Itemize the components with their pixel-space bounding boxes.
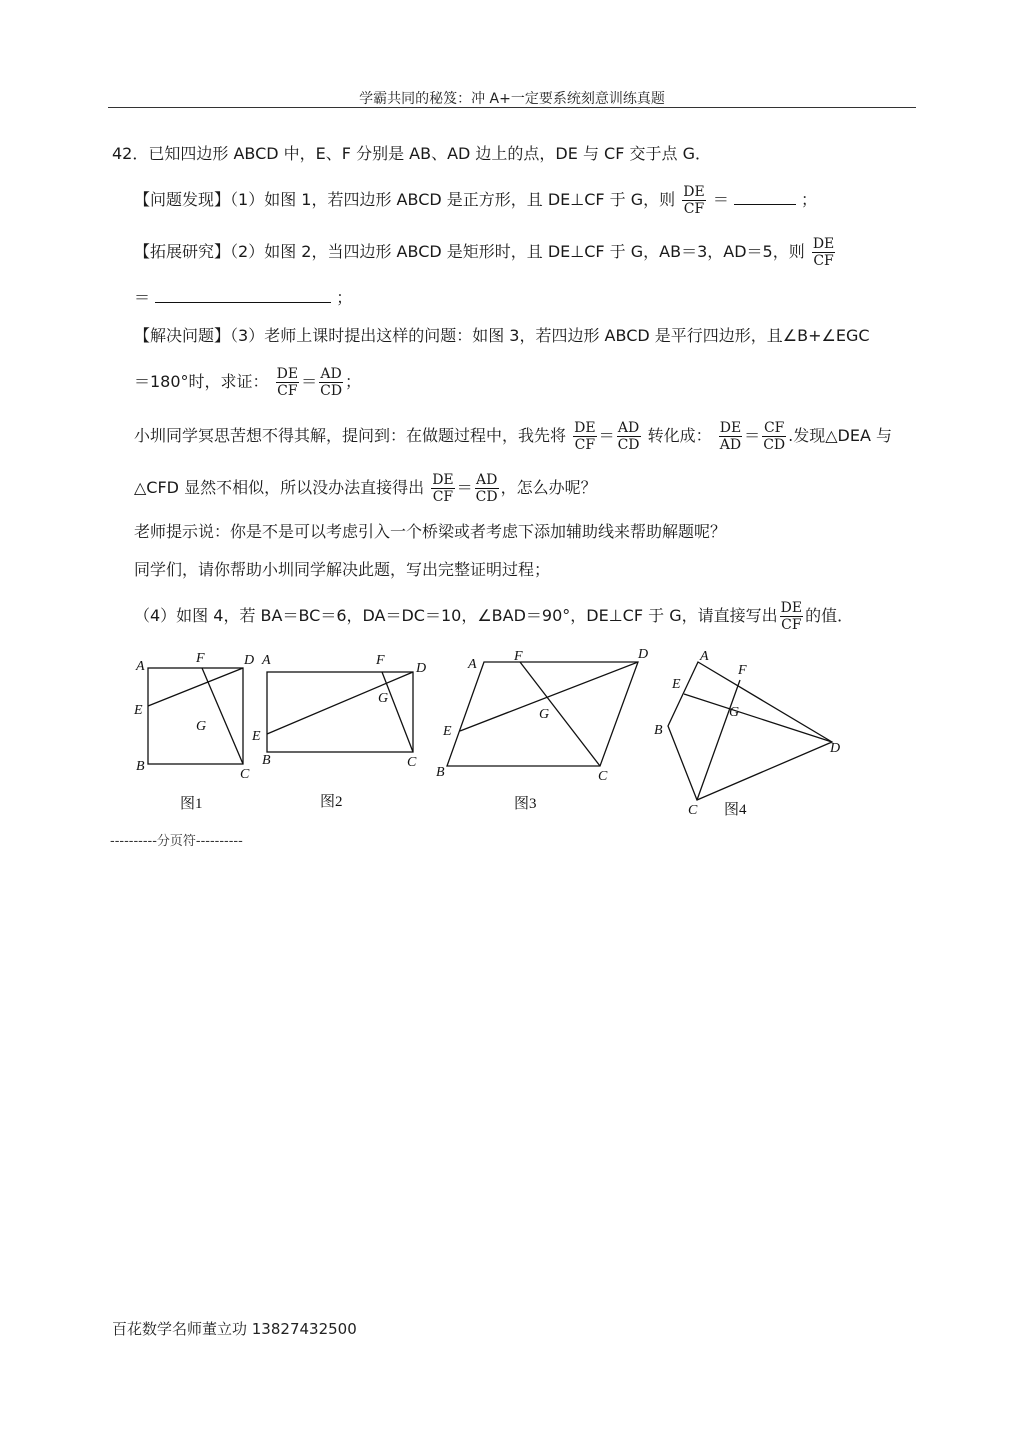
fig4-label-d: D	[830, 741, 841, 756]
fig2-label-g: G	[378, 691, 389, 706]
part4-text: （4）如图 4，若 BA＝BC＝6，DA＝DC＝10，∠BAD＝90°，DE⊥CF 于 G，请直接写出	[134, 606, 778, 625]
part3-text: （3）老师上课时提出这样的问题：如图 3，若四边形 ABCD 是平行四边形，且∠B+∠EGC	[230, 326, 870, 345]
fraction-de-cf: $\frac{DE}{CF}$	[276, 366, 299, 399]
part2-answer-line	[134, 286, 352, 310]
part1-line	[134, 184, 817, 217]
student-text-5: ，怎么办呢？	[500, 478, 597, 497]
fig2-label-c: C	[407, 755, 417, 770]
fig4-label-g: G	[729, 705, 740, 720]
equals-sign: ＝	[456, 478, 473, 497]
fig1-line-de	[148, 668, 243, 706]
part2-tail: ；	[336, 288, 353, 307]
fraction-ad-cd: $\frac{AD}{CD}$	[617, 420, 640, 453]
part1-tail: ；	[801, 190, 818, 209]
teacher-hint: 老师提示说：你是不是可以考虑引入一个桥梁或者考虑下添加辅助线来帮助解题呢？	[134, 522, 727, 541]
fig3-caption: 图3	[514, 796, 537, 812]
student-text-3: .发现△DEA 与	[788, 426, 892, 445]
fig2-line-cf	[382, 672, 413, 752]
fraction-ad-cd: $\frac{AD}{CD}$	[475, 472, 498, 505]
student-line-1	[134, 420, 892, 453]
fraction-ad-cd: $\frac{AD}{CD}$	[320, 366, 343, 399]
fraction-de-cf: $\frac{DE}{CF}$	[780, 600, 803, 633]
fraction-de-cf: $\frac{DE}{CF}$	[812, 236, 835, 269]
fig3-label-e: E	[443, 724, 452, 739]
fig1-caption: 图1	[180, 796, 203, 812]
fig2-rectangle	[267, 672, 413, 752]
fig3-label-a: A	[468, 657, 477, 672]
fig4-label-b: B	[654, 723, 663, 738]
fig2-label-a: A	[262, 653, 271, 668]
equals-sign: ＝	[744, 426, 761, 445]
part3-tag: 【解决问题】	[134, 326, 231, 345]
part4-tail: 的值．	[805, 606, 854, 625]
fig3-label-b: B	[436, 765, 445, 780]
fig2-label-f: F	[376, 653, 385, 668]
part2-text: （2）如图 2，当四边形 ABCD 是矩形时，且 DE⊥CF 于 G，AB＝3，AD＝5，则	[230, 242, 805, 261]
part4-line	[134, 600, 853, 633]
part1-text: （1）如图 1，若四边形 ABCD 是正方形，且 DE⊥CF 于 G，则	[230, 190, 676, 209]
student-line-2	[134, 472, 597, 505]
fig3-line-cf	[520, 662, 600, 766]
fig4-label-c: C	[688, 803, 698, 818]
page-footer: 百花数学名师董立功 13827432500	[112, 1320, 357, 1338]
equals-sign: ＝	[301, 372, 318, 391]
part2-line	[134, 236, 837, 269]
fig3-label-c: C	[598, 769, 608, 784]
fig2-line-de	[267, 672, 413, 734]
fig4-label-f: F	[738, 663, 747, 678]
answer-blank-1[interactable]	[734, 190, 796, 205]
question-intro: 42．已知四边形 ABCD 中，E、F 分别是 AB、AD 边上的点，DE 与 CF 交于点 G．	[112, 144, 711, 163]
fig1-label-a: A	[136, 659, 145, 674]
fig4-label-e: E	[672, 677, 681, 692]
part2-tag: 【拓展研究】	[134, 242, 231, 261]
page-break-marker: ----------分页符----------	[110, 834, 243, 849]
fig3-label-g: G	[539, 707, 550, 722]
fraction-de-ad: $\frac{DE}{AD}$	[719, 420, 742, 453]
fig4-caption: 图4	[724, 802, 747, 818]
fig2-caption: 图2	[320, 794, 343, 810]
part3-line2-text: ＝180°时，求证：	[134, 372, 269, 391]
semicolon: ；	[345, 372, 362, 391]
student-text-4: △CFD 显然不相似，所以没办法直接得出	[134, 478, 425, 497]
fig2-label-b: B	[262, 753, 271, 768]
fig1-line-cf	[202, 668, 243, 764]
part3-line2	[134, 366, 361, 399]
header-divider	[108, 107, 916, 108]
fig4-label-a: A	[700, 649, 709, 664]
fig3-label-f: F	[514, 649, 523, 664]
fig1-label-g: G	[196, 719, 207, 734]
figures-area	[0, 640, 1024, 840]
fig4-line-de	[684, 694, 832, 742]
fig1-label-c: C	[240, 767, 250, 782]
fig2-label-e: E	[252, 729, 261, 744]
answer-blank-2[interactable]	[155, 288, 331, 303]
fig1-label-e: E	[134, 703, 143, 718]
fig1-square	[148, 668, 243, 764]
fraction-de-cf: $\frac{DE}{CF}$	[574, 420, 596, 453]
fig1-label-b: B	[136, 759, 145, 774]
page-header: 学霸共同的秘笈：冲 A+一定要系统刻意训练真题	[359, 91, 665, 107]
student-text-2: 转化成：	[647, 426, 712, 445]
fig3-label-d: D	[638, 647, 649, 662]
fraction-de-cf: $\frac{DE}{CF}$	[432, 472, 454, 505]
student-text-1: 小圳同学冥思苦想不得其解，提问到：在做题过程中，我先将	[134, 426, 567, 445]
fraction-cf-cd: $\frac{CF}{CD}$	[763, 420, 786, 453]
equals-sign: ＝	[134, 288, 151, 307]
part1-tag: 【问题发现】	[134, 190, 231, 209]
fraction-de-cf: $\frac{DE}{CF}$	[683, 184, 705, 217]
fig1-label-d: D	[244, 653, 255, 668]
equals-sign: ＝	[598, 426, 615, 445]
fig4-kite	[668, 662, 832, 800]
proof-request: 同学们，请你帮助小圳同学解决此题，写出完整证明过程；	[134, 560, 551, 579]
fig2-label-d: D	[416, 661, 427, 676]
fig4-line-cf	[697, 680, 740, 800]
fig1-label-f: F	[196, 651, 205, 666]
equals-sign: ＝	[712, 190, 729, 209]
part3-line	[134, 324, 870, 348]
